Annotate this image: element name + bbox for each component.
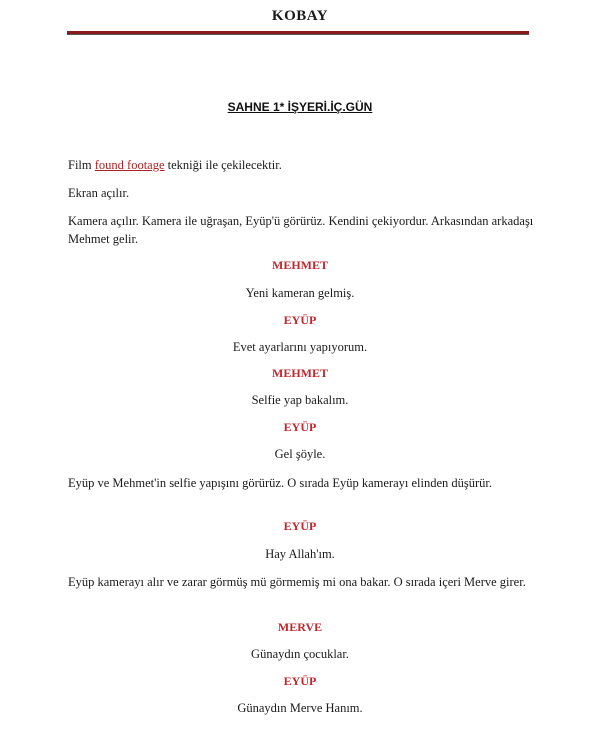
- character-name: EYÜP: [283, 313, 317, 327]
- character-name: MERVE: [277, 620, 323, 634]
- character-name: EYÜP: [283, 420, 317, 434]
- intro-prefix: Film: [68, 158, 95, 172]
- scene-heading: SAHNE 1* İŞYERİ.İÇ.GÜN: [227, 100, 373, 114]
- dialogue-line: Günaydın çocuklar.: [251, 647, 349, 661]
- found-footage-link[interactable]: found footage: [94, 158, 165, 172]
- intro-suffix: tekniği ile çekilecektir.: [164, 158, 282, 172]
- action-paragraph: Eyüp kamerayı alır ve zarar görmüş mü görmemiş mi ona bakar. O sırada içeri Merve girer.: [68, 575, 526, 589]
- character-name: MEHMET: [272, 366, 328, 380]
- dialogue-line: Evet ayarlarını yapıyorum.: [232, 340, 368, 354]
- action-paragraph: Eyüp ve Mehmet'in selfie yapışını görürüz. O sırada Eyüp kamerayı elinden düşürür.: [68, 476, 493, 490]
- character-name: EYÜP: [283, 674, 317, 688]
- document-header-title: KOBAY: [271, 8, 329, 24]
- character-name: MEHMET: [272, 258, 328, 272]
- character-name: EYÜP: [283, 519, 317, 533]
- dialogue-line: Hay Allah'ım.: [265, 547, 335, 561]
- dialogue-line: Selfie yap bakalım.: [251, 393, 349, 407]
- intro-paragraph: [68, 156, 538, 174]
- action-paragraph: Kamera açılır. Kamera ile uğraşan, Eyüp'ü görürüz. Kendini çekiyordur. Arkasından arkadaşı Mehmet gelir.: [68, 214, 534, 246]
- action-paragraph: Ekran açılır.: [68, 186, 130, 200]
- dialogue-line: Gel şöyle.: [274, 447, 326, 461]
- dialogue-line: Yeni kameran gelmiş.: [245, 286, 355, 300]
- header-rule-shadow: [67, 34, 529, 35]
- dialogue-line: Günaydın Merve Hanım.: [237, 701, 363, 715]
